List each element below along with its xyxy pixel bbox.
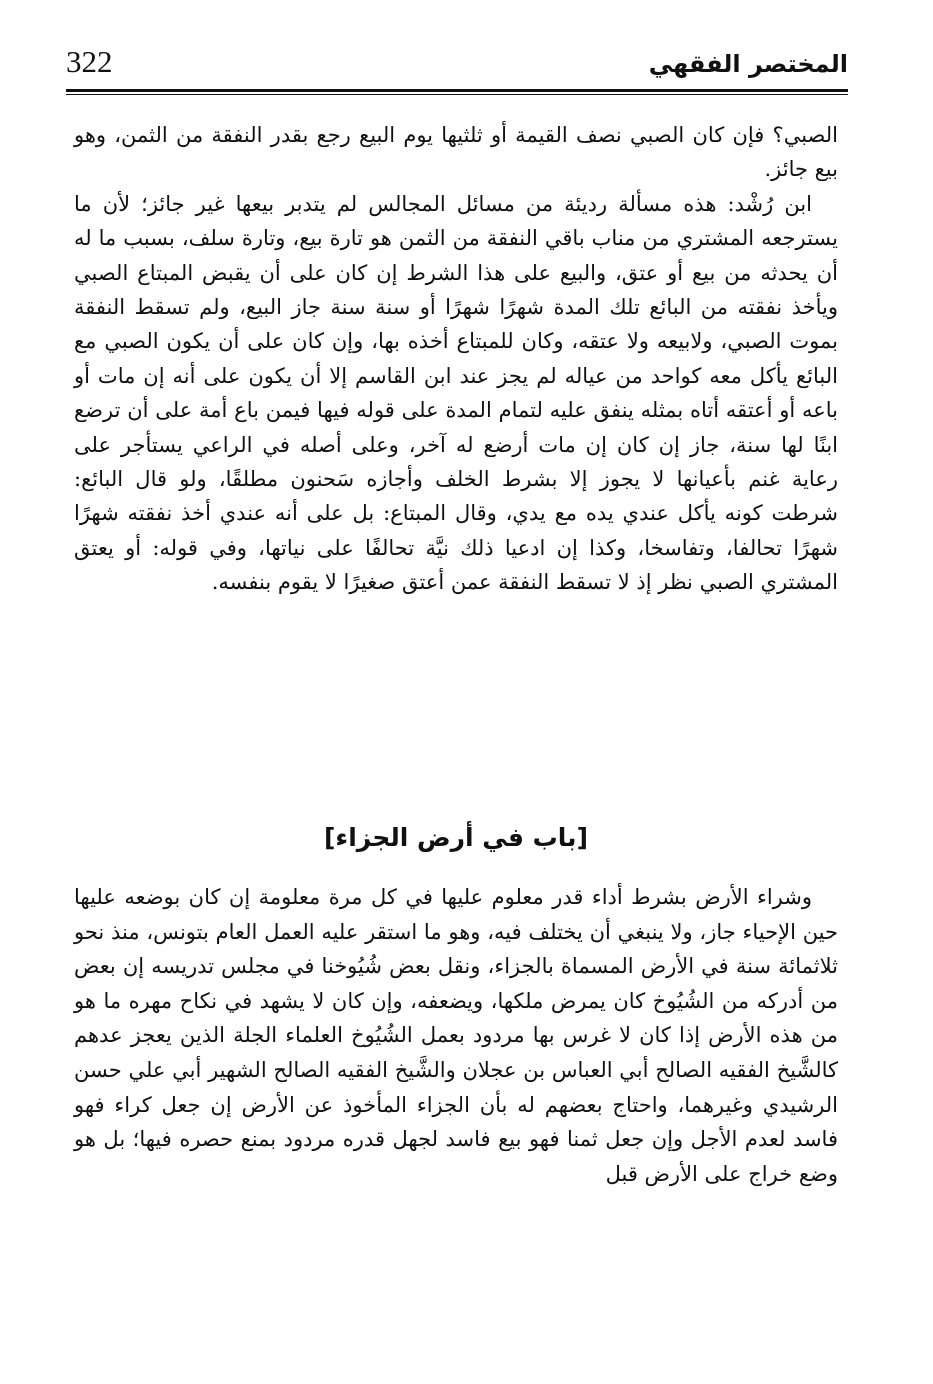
text-block-before-heading	[74, 118, 838, 600]
paragraph-land-purchase: وشراء الأرض بشرط أداء قدر معلوم عليها في كل مرة معلومة إن كان بوضعه عليها حين الإحياء جاز، ولا ينبغي أن يختلف فيه، وهو ما استقر عليه العمل العام بتونس، منذ نحو ثلاثمائة سنة في الأرض المسماة بالجزاء، ونقل بعض شُيُوخنا في مجلس تدريسه إن بعض من أدركه من الشُيُوخ كان يمرض ملكها، ويضعفه، وإن كان لا يشهد في نكاح مهره ما هو من هذه الأرض إذا كان لا غرس بها مردود بعمل الشُيُوخ العلماء الجلة الذين يعجز عدهم كالشَّيخ الفقيه الصالح أبي العباس بن عجلان والشَّيخ الفقيه الصالح الشهير أبي علي حسن الرشيدي وغيرهما، واحتاج بعضهم له بأن الجزاء المأخوذ عن الأرض إن جعل كراء فهو فاسد لعدم الأجل وإن جعل ثمنا فهو بيع فاسد لجهل قدره مردود بمنع حصره فيها؛ بل هو وضع خراج على الأرض قبل	[74, 885, 838, 1186]
paragraph-continuation: الصبي؟ فإن كان الصبي نصف القيمة أو ثلثيها يوم البيع رجع بقدر النفقة من الثمن، وهو بيع جائز.	[74, 123, 838, 182]
running-title: المختصر الفقهي	[648, 50, 848, 78]
header-rule-thick	[66, 89, 848, 92]
page-number: 322	[66, 44, 113, 79]
section-heading: [باب في أرض الجزاء]	[324, 823, 588, 852]
header-rule-thin	[66, 94, 848, 95]
paragraph-ibn-rushd: ابن رُشْد: هذه مسألة رديئة من مسائل المجالس لم يتدبر بيعها غير جائز؛ لأن ما يسترجعه المشتري من مناب باقي النفقة من الثمن هو تارة بيع، وتارة سلف، بسبب ما له أن يحدثه من بيع أو عتق، والبيع على هذا الشرط إن كان على أن يقبض المبتاع الصبي ويأخذ نفقته من البائع تلك المدة شهرًا شهرًا أو سنة سنة جاز البيع، ولم تسقط النفقة بموت الصبي، ولابيعه ولا عتقه، وكان للمبتاع أخذه بها، وإن كان على أن يكون الصبي مع البائع يأكل معه كواحد من عياله لم يجز عند ابن القاسم إلا أن يكون على أنه إن مات أو باعه أو أعتقه أتاه بمثله ينفق عليه لتمام المدة على قوله فيها فيمن باع أمة على أن ترضع ابنًا لها سنة، جاز إن كان إن مات أرضع له آخر، وعلى أصله في الراعي يستأجر على رعاية غنم بأعيانها لا يجوز إلا بشرط الخلف وأجازه سَحنون مطلقًا، ولو قال البائع: شرطت كونه يأكل عندي يده مع يدي، وقال المبتاع: بل على أنه عندي أخذ نفقته شهرًا شهرًا تحالفا، وتفاسخا، وكذا إن ادعيا ذلك نيَّة تحالفًا على نياتها، وفي قوله: أو يعتق المشتري الصبي نظر إذ لا تسقط النفقة عمن أعتق صغيرًا لا يقوم بنفسه.	[74, 191, 838, 595]
text-block-after-heading	[74, 880, 838, 1191]
page-header	[66, 38, 848, 90]
